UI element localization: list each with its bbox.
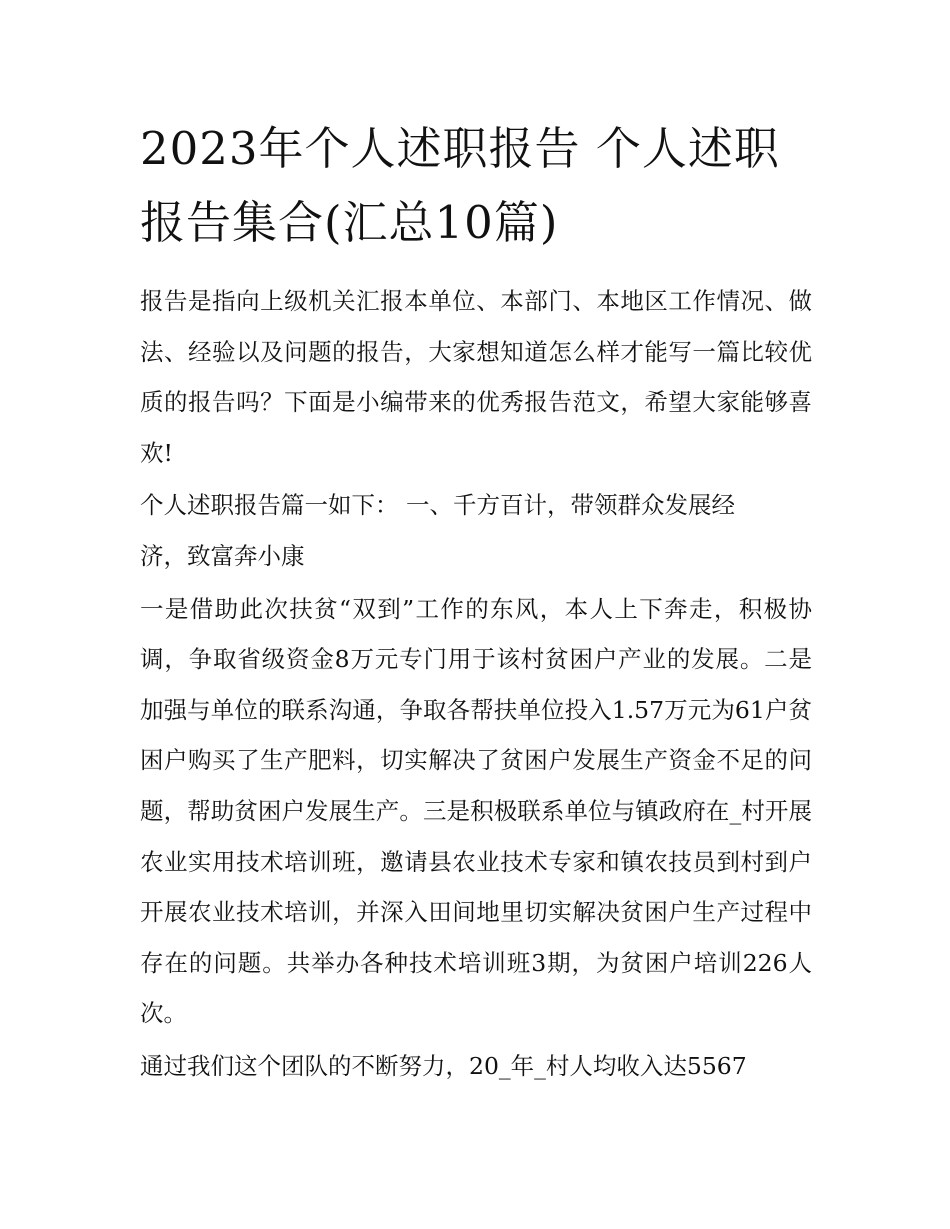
document-title: 2023年个人述职报告 个人述职报告集合(汇总10篇) — [140, 122, 780, 249]
content-paragraph: 一是借助此次扶贫“双到”工作的东风，本人上下奔走，积极协调，争取省级资金8万元专门用于该村贫困户产业的发展。二是加强与单位的联系沟通，争取各帮扶单位投入1.57万元为61户贫困户购买了生产肥料，切实解决了贫困户发展生产资金不足的问题，帮助贫困户发展生产。三是积极联系单位与镇政府在_村开展农业实用技术培训班，邀请县农业技术专家和镇农技员到村到户开展农业技术培训，并深入田间地里切实解决贫困户生产过程中存在的问题。共举办各种技术培训班3期，为贫困户培训226人次。 — [140, 594, 812, 1028]
section-heading-paragraph: 个人述职报告篇一如下： 一、千方百计，带领群众发展经济，致富奔小康 — [140, 491, 735, 570]
document-body — [140, 276, 812, 1094]
intro-paragraph: 报告是指向上级机关汇报本单位、本部门、本地区工作情况、做法、经验以及问题的报告，大家想知道怎么样才能写一篇比较优质的报告吗？下面是小编带来的优秀报告范文，希望大家能够喜欢! — [140, 287, 812, 467]
closing-paragraph: 通过我们这个团队的不断努力，20_年_村人均收入达5567 — [140, 1051, 747, 1080]
